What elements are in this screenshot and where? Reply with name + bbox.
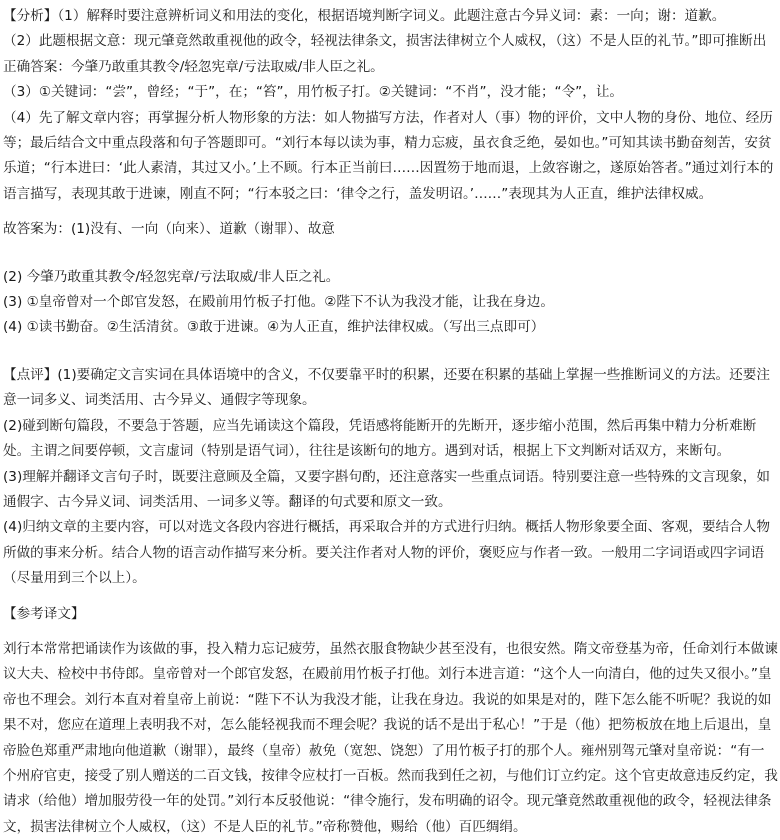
answer-section — [3, 217, 778, 341]
translation-section — [3, 602, 778, 840]
answer-line-4: (4) ①读书勤奋。②生活清贫。③敢于进谏。④为人正直，维护法律权威。（写出三点即可） — [3, 319, 545, 336]
analysis-paragraph-3: （3）①关键词：“尝”，曾经；“于”，在；“笞”，用竹板子打。②关键词：“不肖”，没才能；“令”，让。 — [3, 84, 624, 101]
analysis-paragraph-1: 【分析】（1）解释时要注意辨析词义和用法的变化，根据语境判断字词义。此题注意古今异义词：素：一向；谢：道歉。 — [3, 8, 726, 24]
translation-heading: 【参考译文】 — [3, 605, 85, 622]
comment-paragraph-1: 【点评】(1)要确定文言实词在具体语境中的含义，不仅要靠平时的积累，还要在积累的基础上掌握一些推断词义的方法。还要注意一词多义、词类活用、古今异义、通假字等现象。 — [3, 366, 770, 409]
answer-line-2: (2) 今肇乃敢重其教令/轻忽宪章/亏法取威/非人臣之礼。 — [3, 268, 340, 285]
comment-paragraph-2: (2)碰到断句篇段，不要急于答题，应当先诵读这个篇段，凭语感将能断开的先断开，逐步缩小范围，然后再集中精力分析难断处。主谓之间要停顿，文言虚词（特别是语气词），往往是该断句的地方。遇到对话，根据上下文判断对话双方，来断句。 — [3, 417, 757, 460]
answer-line-1: 故答案为：(1)没有、一向（向来）、道歉（谢罪）、故意 — [3, 221, 335, 238]
comment-paragraph-4: (4)归纳文章的主要内容，可以对选文各段内容进行概括，再采取合并的方式进行归纳。概括人物形象要全面、客观，要结合人物所做的事来分析。结合人物的语言动作描写来分析。要关注作者对人物的评价，褒贬应与作者一致。一般用二字词语或四字词语（尽量用到三个以上）。 — [3, 519, 770, 587]
translation-paragraph: 刘行本常常把诵读作为该做的事，投入精力忘记疲劳，虽然衣服食物缺少甚至没有，也很安然。隋文帝登基为帝，任命刘行本做谏议大夫、检校中书侍郎。皇帝曾对一个郎官发怒，在殿前用竹板子打他。刘行本进言道：“这个人一向清白，他的过失又很小。”皇帝也不理会。刘行本直对着皇帝上前说：“陛下不认为我没才能，让我在身边。我说的如果是对的，陛下怎么能不听呢？我说的如果不对，您应在道理上表明我不对，怎么能轻视我而不理会呢？我说的话不是出于私心！”于是（他）把笏板放在地上后退出，皇帝脸色郑重严肃地向他道歉（谢罪），最终（皇帝）赦免（宽恕、饶恕）了用竹板子打的那个人。雍州别驾元肇对皇帝说：“有一个州府官吏，接受了别人赠送的二百文钱，按律令应杖打一百板。然而我到任之初，与他们订立约定。这个官吏故意违反约定，我请求（给他）增加服劳役一年的处罚。”刘行本反驳他说：“律令施行，发布明确的诏令。现元肇竟然敢重视他的政令，轻视法律条文，损害法律树立个人威权，（这）不是人臣的礼节。”帝称赞他，赐给（他）百匹绸绢。 — [3, 640, 778, 835]
comment-section — [3, 363, 778, 592]
comment-paragraph-3: (3)理解并翻译文言句子时，既要注意顾及全篇，又要字斟句酌，还注意落实一些重点词语。特别要注意一些特殊的文言现象，如通假字、古今异义词、词类活用、一词多义等。翻译的句式要和原文一致。 — [3, 468, 770, 510]
analysis-paragraph-4: （4）先了解文章内容；再掌握分析人物形象的方法：如人物描写方法，作者对人（事）物的评价，文中人物的身份、地位、经历等；最后结合文中重点段落和句子答题即可。“刘行本每以读为事，精力忘疲，虽衣食乏绝，晏如也。”可知其读书勤奋刻苦，安贫乐道；“行本进曰：‘此人素清，其过又小。’上不顾。行本正当前曰……因置笏于地而退，上敛容谢之，遂原始答者。”通过刘行本的语言描写，表现其敢于进谏，刚直不阿；“行本驳之曰：‘律令之行，盖发明诏。’……”表现其为人正直，维护法律权威。 — [3, 109, 774, 202]
answer-line-3: (3) ①皇帝曾对一个郎官发怒，在殿前用竹板子打他。②陛下不认为我没才能，让我在身边。 — [3, 294, 554, 311]
analysis-section — [3, 4, 778, 207]
analysis-paragraph-2: （2）此题根据文意：现元肇竟然敢重视他的政令，轻视法律条文，损害法律树立个人威权，（这）不是人臣的礼节。”即可推断出正确答案：今肇乃敢重其教令/轻忽宪章/亏法取威/非人臣之礼。 — [3, 33, 767, 75]
